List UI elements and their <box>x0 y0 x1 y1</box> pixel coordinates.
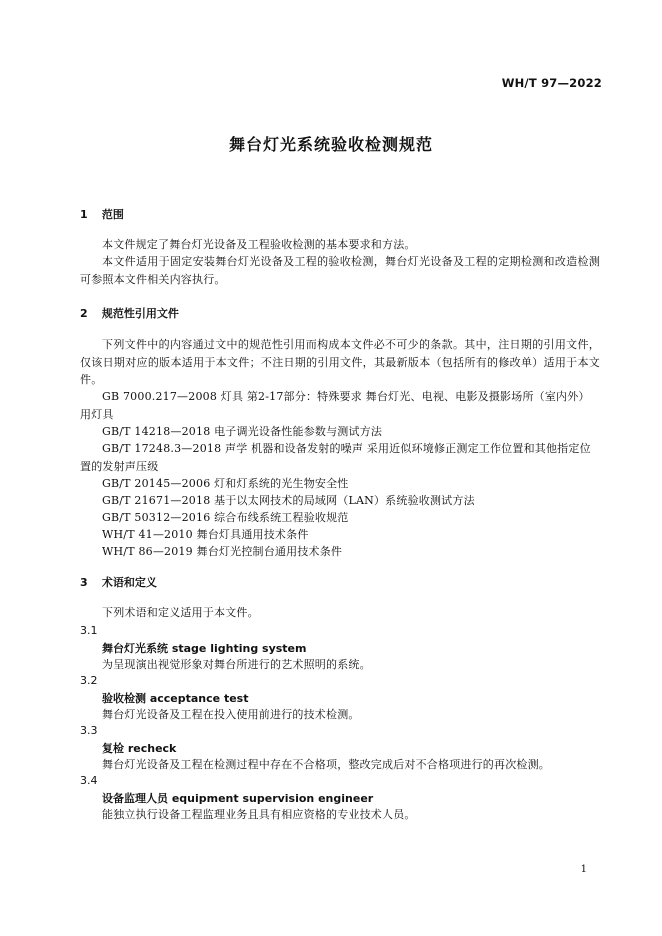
term-name: 复检 recheck <box>102 742 177 755</box>
term-number: 3.1 <box>80 624 98 637</box>
refs-intro-paragraph: 下列文件中的内容通过文中的规范性引用而构成本文件必不可少的条款。其中，注日期的引用文件，仅该日期对应的版本适用于本文件；不注日期的引用文件，其最新版本（包括所有的修改单）适用于本文件。 <box>80 338 600 386</box>
term-number: 3.3 <box>80 724 98 737</box>
section-2-heading <box>80 305 179 321</box>
page-number: 1 <box>580 864 587 875</box>
standard-number: WH/T 97—2022 <box>501 76 602 90</box>
term-name: 设备监理人员 equipment supervision engineer <box>102 792 374 805</box>
term-definition: 舞台灯光设备及工程在检测过程中存在不合格项，整改完成后对不合格项进行的再次检测。 <box>102 758 550 771</box>
term-name: 舞台灯光系统 stage lighting system <box>102 642 307 655</box>
reference-item: GB 7000.217—2008 灯具 第2-17部分：特殊要求 舞台灯光、电视、电影及摄影场所（室内外）用灯具 <box>80 390 590 421</box>
reference-item: GB/T 17248.3—2018 声学 机器和设备发射的噪声 采用近似环境修正测定工作位置和其他指定位置的发射声压级 <box>80 442 591 473</box>
reference-item: GB/T 14218—2018 电子调光设备性能参数与测试方法 <box>102 425 383 438</box>
term-number: 3.2 <box>80 674 98 687</box>
section-title: 术语和定义 <box>101 576 157 589</box>
scope-paragraph-2: 本文件适用于固定安装舞台灯光设备及工程的验收检测，舞台灯光设备及工程的定期检测和改造检测可参照本文件相关内容执行。 <box>80 255 600 286</box>
document-title: 舞台灯光系统验收检测规范 <box>228 135 433 154</box>
section-number: 2 <box>80 307 88 320</box>
section-3-heading <box>80 574 157 590</box>
scope-paragraph-1: 本文件规定了舞台灯光设备及工程验收检测的基本要求和方法。 <box>102 238 416 251</box>
section-number: 1 <box>80 208 88 221</box>
reference-item: WH/T 86—2019 舞台灯光控制台通用技术条件 <box>102 545 343 558</box>
section-title: 规范性引用文件 <box>101 307 179 320</box>
section-number: 3 <box>80 576 88 589</box>
reference-item: GB/T 21671—2018 基于以太网技术的局域网（LAN）系统验收测试方法 <box>102 494 475 507</box>
terms-intro-paragraph: 下列术语和定义适用于本文件。 <box>102 606 259 619</box>
reference-item: WH/T 41—2010 舞台灯具通用技术条件 <box>102 528 309 541</box>
term-definition: 舞台灯光设备及工程在投入使用前进行的技术检测。 <box>102 708 360 721</box>
section-1-heading <box>80 206 124 222</box>
section-title: 范围 <box>101 208 124 221</box>
term-definition: 为呈现演出视觉形象对舞台所进行的艺术照明的系统。 <box>102 658 371 671</box>
term-name: 验收检测 acceptance test <box>102 692 249 705</box>
term-number: 3.4 <box>80 774 98 787</box>
reference-item: GB/T 20145—2006 灯和灯系统的光生物安全性 <box>102 477 349 490</box>
reference-item: GB/T 50312—2016 综合布线系统工程验收规范 <box>102 511 349 524</box>
term-definition: 能独立执行设备工程监理业务且具有相应资格的专业技术人员。 <box>102 808 416 821</box>
